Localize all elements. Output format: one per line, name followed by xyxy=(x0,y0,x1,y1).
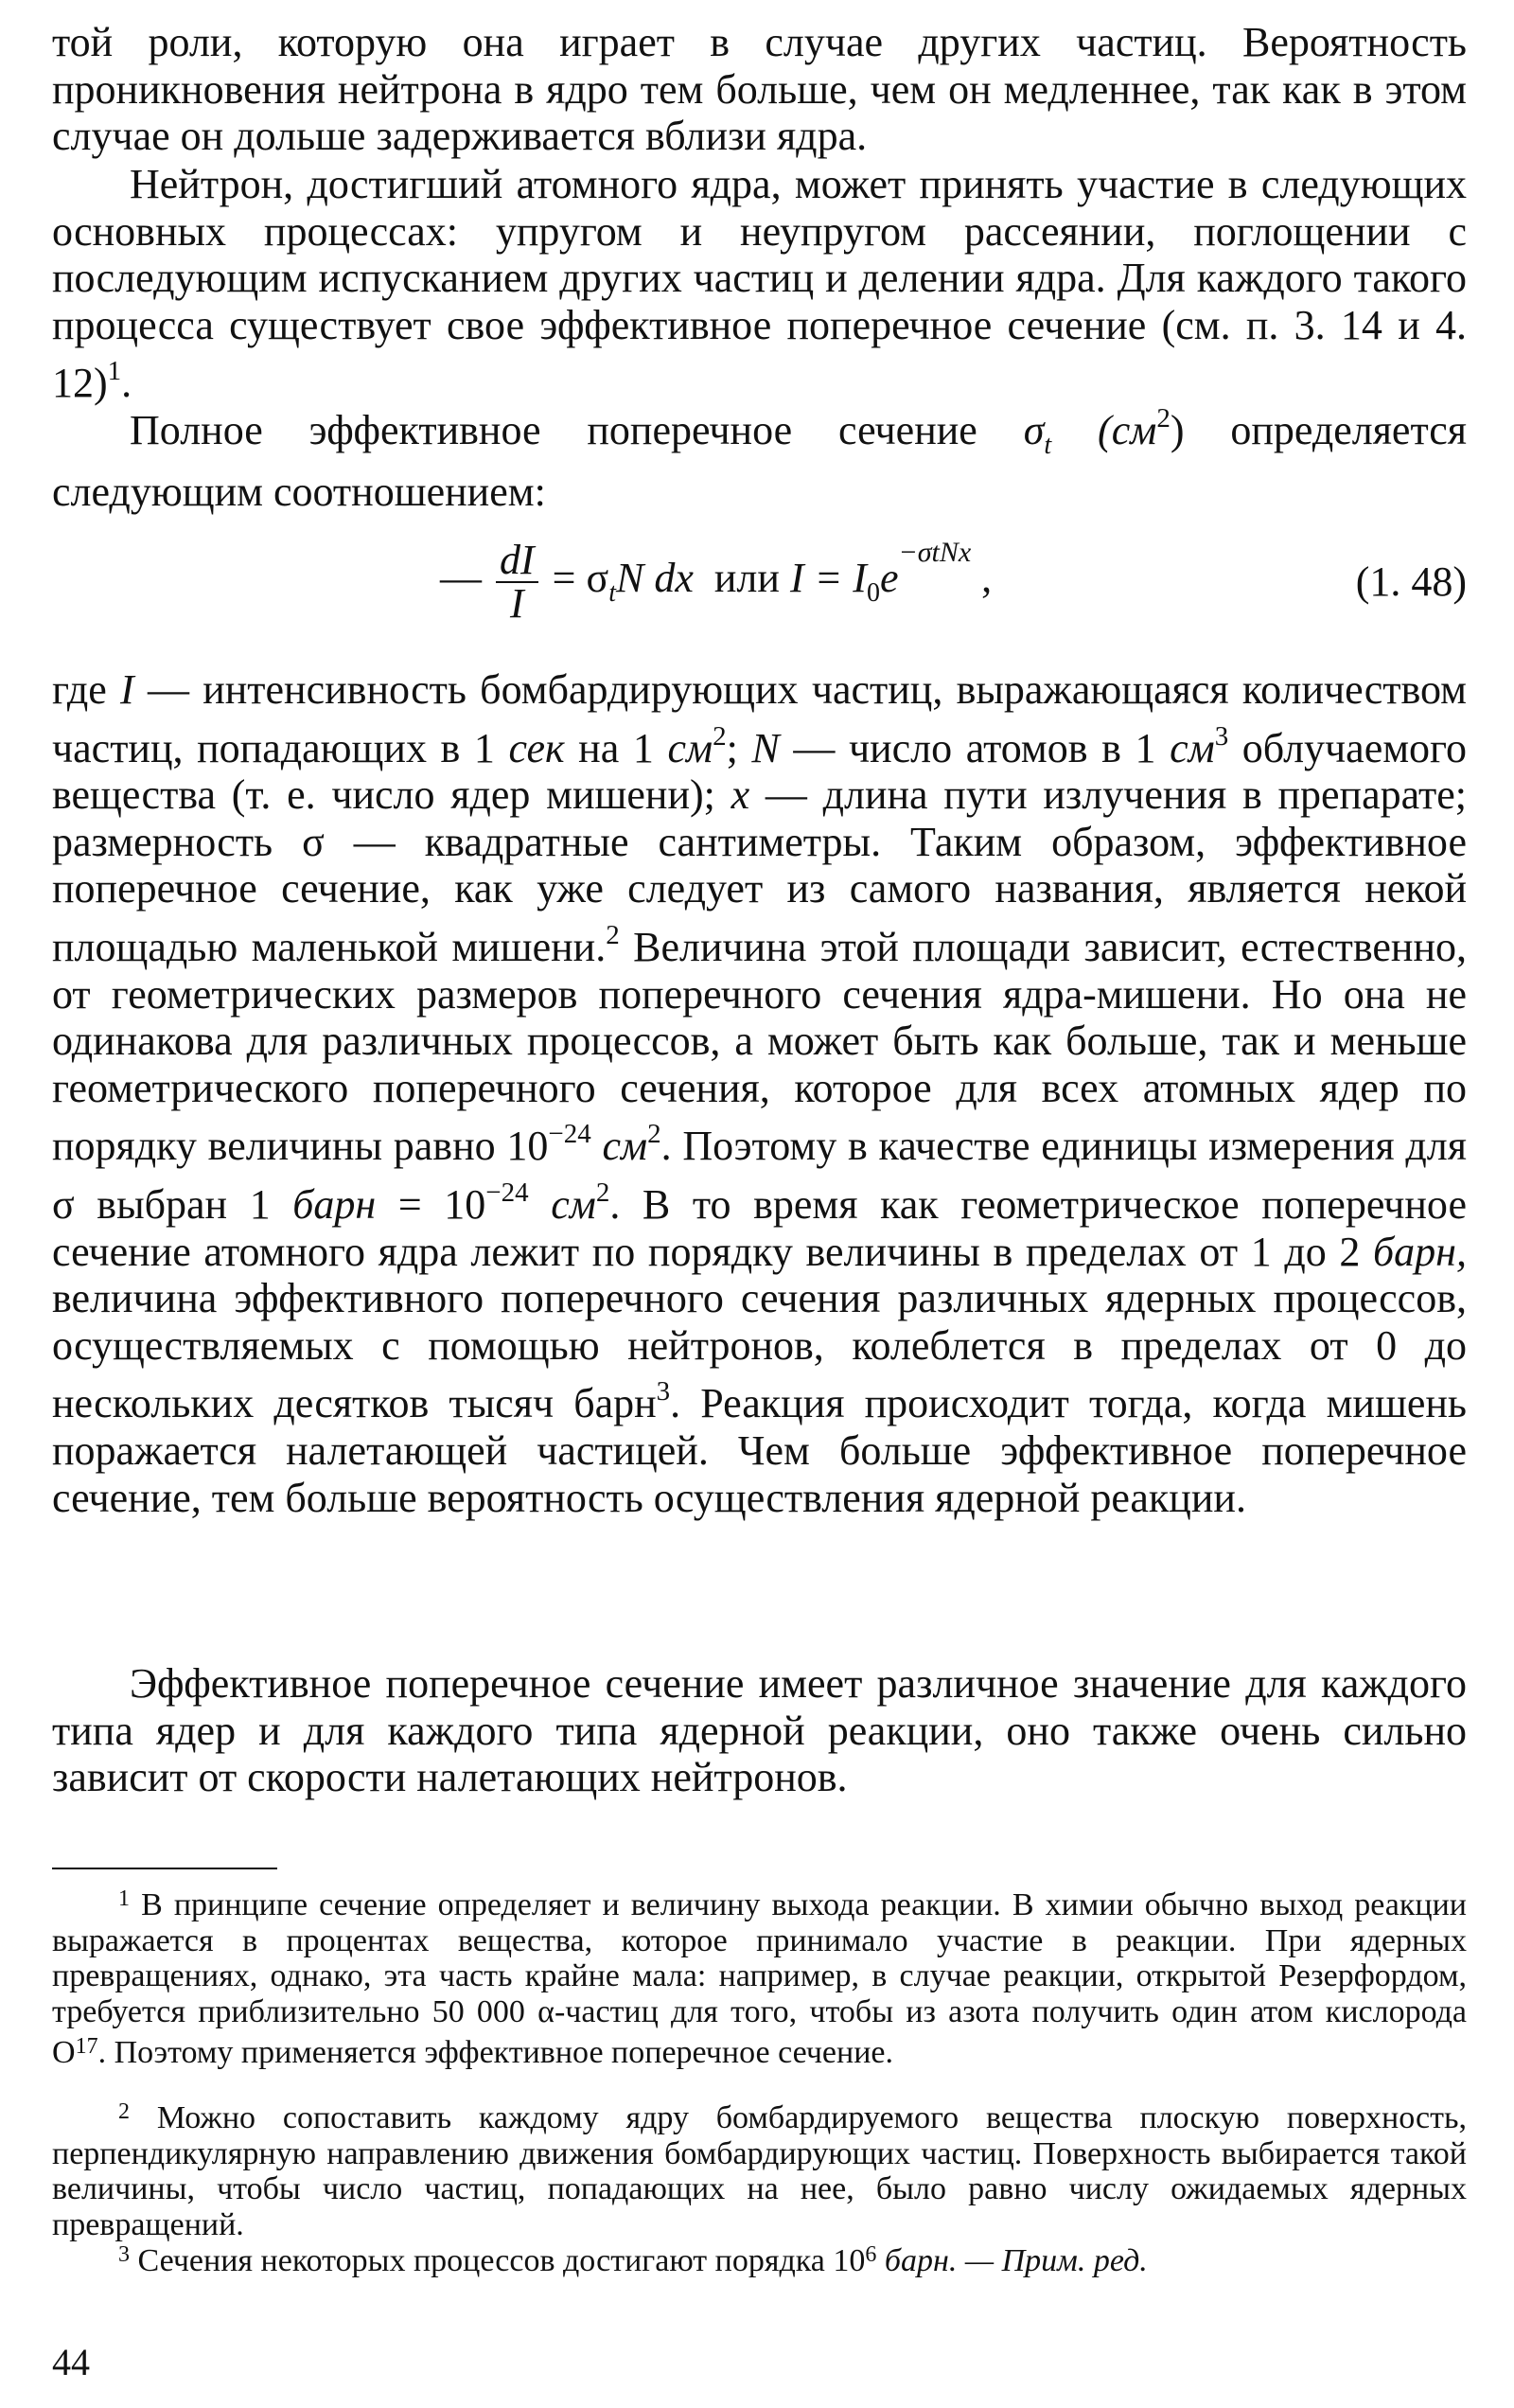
text-segment: облучаемого вещества (т. е. число ядер мишени); xyxy=(52,724,1468,819)
sigma-subscript: t xyxy=(1044,430,1052,460)
text-segment: величина эффективного поперечного сечения различных ядерных процессов, осуществляемых с помощью нейтронов, колеблется в пределах от 0 до нескольких десятков тысяч барн xyxy=(52,1275,1467,1427)
equation-1-48 xyxy=(52,516,1467,629)
text-segment: где xyxy=(52,666,121,713)
fraction-denominator: I xyxy=(510,579,524,627)
text-segment: В принципе сечение определяет и величину выхода реакции. В химии обычно выход реакции выражается в процентах вещества, которое принимало участие в реакции. При ядерных превращениях, однако, эта часть крайне мала: например, в случае реакции, открытой Резерфордом, требуется приблизительно 50 000 α-частиц для того, чтобы из азота получить один атом кислорода O xyxy=(52,1887,1467,2071)
footnote-1 xyxy=(52,1882,1467,2071)
unit-exponent: 2 xyxy=(1156,403,1171,434)
text-segment: на 1 xyxy=(564,724,668,771)
symbol-intensity: I xyxy=(120,666,134,713)
equation-exp-base: e xyxy=(879,555,899,601)
unit-text: (см xyxy=(1098,407,1157,453)
equation-text: N dx xyxy=(615,555,694,601)
text-segment: . Поэтому в качестве единицы измерения для σ выбран 1 xyxy=(52,1123,1467,1228)
text-segment: — длина пути излучения в препарате; размерность σ — квадратные сантиметры. Таким образом, эффективное поперечное сечение, как уже следует из самого названия, является некой площадью маленькой мишени. xyxy=(52,771,1467,970)
footnote-ref-3: 3 xyxy=(656,1376,671,1408)
equation-comma: , xyxy=(981,555,993,601)
footnote-mark: 3 xyxy=(118,2242,130,2267)
unit-exponent: 2 xyxy=(595,1177,610,1208)
footnote-ref-2: 2 xyxy=(606,919,620,950)
paragraph-text xyxy=(52,666,1467,1521)
unit-cm: см xyxy=(551,1180,596,1228)
text-segment xyxy=(591,1123,603,1169)
unit-sec: сек xyxy=(508,724,565,771)
equation-fraction xyxy=(496,536,538,627)
footnote-2 xyxy=(52,2095,1467,2242)
paragraph-body: Нейтрон, достигший атомного ядра, может принять участие в следующих основных процессах: упругом и неупругом рассеянии, поглощении с последующим испусканием других частиц и делении ядра. Для каждого такого процесса существует свое эффективное поперечное сечение (см. п. 3. 14 и 4. 12) xyxy=(52,161,1467,407)
footnote-ref-1: 1 xyxy=(107,356,122,387)
text-segment: Можно сопоставить каждому ядру бомбардируемого вещества плоскую поверхность, перпендикулярную направлению движения бомбардирующих частиц. Поверхность выбирается такой величины, чтобы число частиц, попадающих на нее, было равно числу ожидаемых ядерных превращений. xyxy=(52,2100,1468,2242)
footnote-text xyxy=(52,2238,1467,2279)
page-number: 44 xyxy=(52,2341,90,2383)
power-exponent: −24 xyxy=(548,1119,591,1150)
text-segment: барн. — Прим. ред. xyxy=(876,2243,1148,2278)
equation-body xyxy=(440,537,992,625)
equation-number: (1. 48) xyxy=(1355,558,1467,605)
symbol-x: x xyxy=(731,771,750,819)
text-segment: ; xyxy=(726,724,752,771)
text-segment xyxy=(529,1181,552,1228)
footnote-3 xyxy=(52,2238,1467,2279)
equation-or: или xyxy=(713,555,780,601)
unit-exponent: 2 xyxy=(647,1119,661,1150)
paragraph-dependence xyxy=(52,1660,1467,1801)
equation-subscript: 0 xyxy=(866,577,880,608)
equation-text: I = I xyxy=(789,555,867,601)
paragraph-definitions xyxy=(52,666,1467,1521)
symbol-n: N xyxy=(751,724,780,771)
paragraph-text: Эффективное поперечное сечение имеет различное значение для каждого типа ядер и для каждого типа ядерной реакции, оно также очень сильно зависит от скорости налетающих нейтронов. xyxy=(52,1660,1467,1801)
unit-cm: см xyxy=(1170,724,1215,771)
paragraph-text xyxy=(52,396,1467,516)
paragraph-text: Нейтрон, достигший атомного ядра, может принять участие в следующих основных процессах: упругом и неупругом рассеянии, поглощении с последующим испусканием других частиц и делении ядра. Для каждого такого процесса существует свое эффективное поперечное сечение (см. п. 3. 14 и 4. 12)$^1$. xyxy=(52,161,1467,407)
paragraph-text: той роли, которую она играет в случае других частиц. Вероятность проникновения нейтрона в ядро тем больше, чем он медленнее, так как в этом случае он дольше задерживается вблизи ядра. xyxy=(52,19,1467,160)
text-segment: — интенсивность бомбардирующих частиц, выражающаяся количеством частиц, попадающих в 1 xyxy=(52,666,1467,771)
paragraph-total-cross-section xyxy=(52,396,1467,516)
paragraph-neutron-processes xyxy=(52,161,1467,407)
text-segment: . Поэтому применяется эффективное поперечное сечение. xyxy=(97,2035,893,2071)
footnote-mark: 2 xyxy=(118,2099,130,2124)
power-exponent: −24 xyxy=(485,1177,529,1208)
text-segment: = 10 xyxy=(376,1180,486,1228)
unit-barn: барн xyxy=(292,1180,377,1228)
paragraph-continuation xyxy=(52,19,1467,160)
unit-exponent: 2 xyxy=(713,720,727,752)
footnote-text xyxy=(52,1882,1467,2071)
text-segment: ) определяется следующим соотношением: xyxy=(52,407,1467,516)
text-segment: Сечения некоторых процессов достигают порядка 10 xyxy=(137,2243,866,2278)
footnote-separator xyxy=(52,1868,277,1869)
footnote-text xyxy=(52,2095,1467,2242)
unit-cm: см xyxy=(667,724,713,771)
equation-minus: — xyxy=(440,555,482,601)
equation-subscript: t xyxy=(608,577,616,608)
text-segment: . В то время как геометрическое поперечное сечение атомного ядра лежит по порядку величины в пределах от 1 до 2 xyxy=(52,1180,1467,1275)
text-segment: . Реакция происходит тогда, когда мишень поражается налетающей частицей. Чем больше эффективное поперечное сечение, тем больше вероятность осуществления ядерной реакции. xyxy=(52,1380,1467,1521)
unit-barn: барн, xyxy=(1373,1228,1467,1275)
fraction-numerator: dI xyxy=(496,540,538,583)
power-exponent: 6 xyxy=(865,2242,877,2267)
footnote-mark: 1 xyxy=(118,1886,130,1911)
equation-text: = σ xyxy=(541,555,609,601)
text-segment: Величина этой площади зависит, естественно, от геометрических размеров поперечного сечения ядра-мишени. Но она не одинакова для различных процессов, а может быть как больше, так и меньше геометрического поперечного сечения, которое для всех атомных ядер по порядку величины равно 10 xyxy=(52,923,1467,1170)
unit-cm: см xyxy=(602,1123,648,1170)
unit-exponent: 3 xyxy=(1214,720,1229,752)
equation-exponent: −σtNx xyxy=(898,537,972,568)
isotope-exponent: 17 xyxy=(75,2034,98,2060)
text-segment: Полное эффективное поперечное сечение xyxy=(130,407,1024,453)
sigma-symbol: σ xyxy=(1023,407,1045,453)
text-segment: — число атомов в 1 xyxy=(779,724,1171,771)
